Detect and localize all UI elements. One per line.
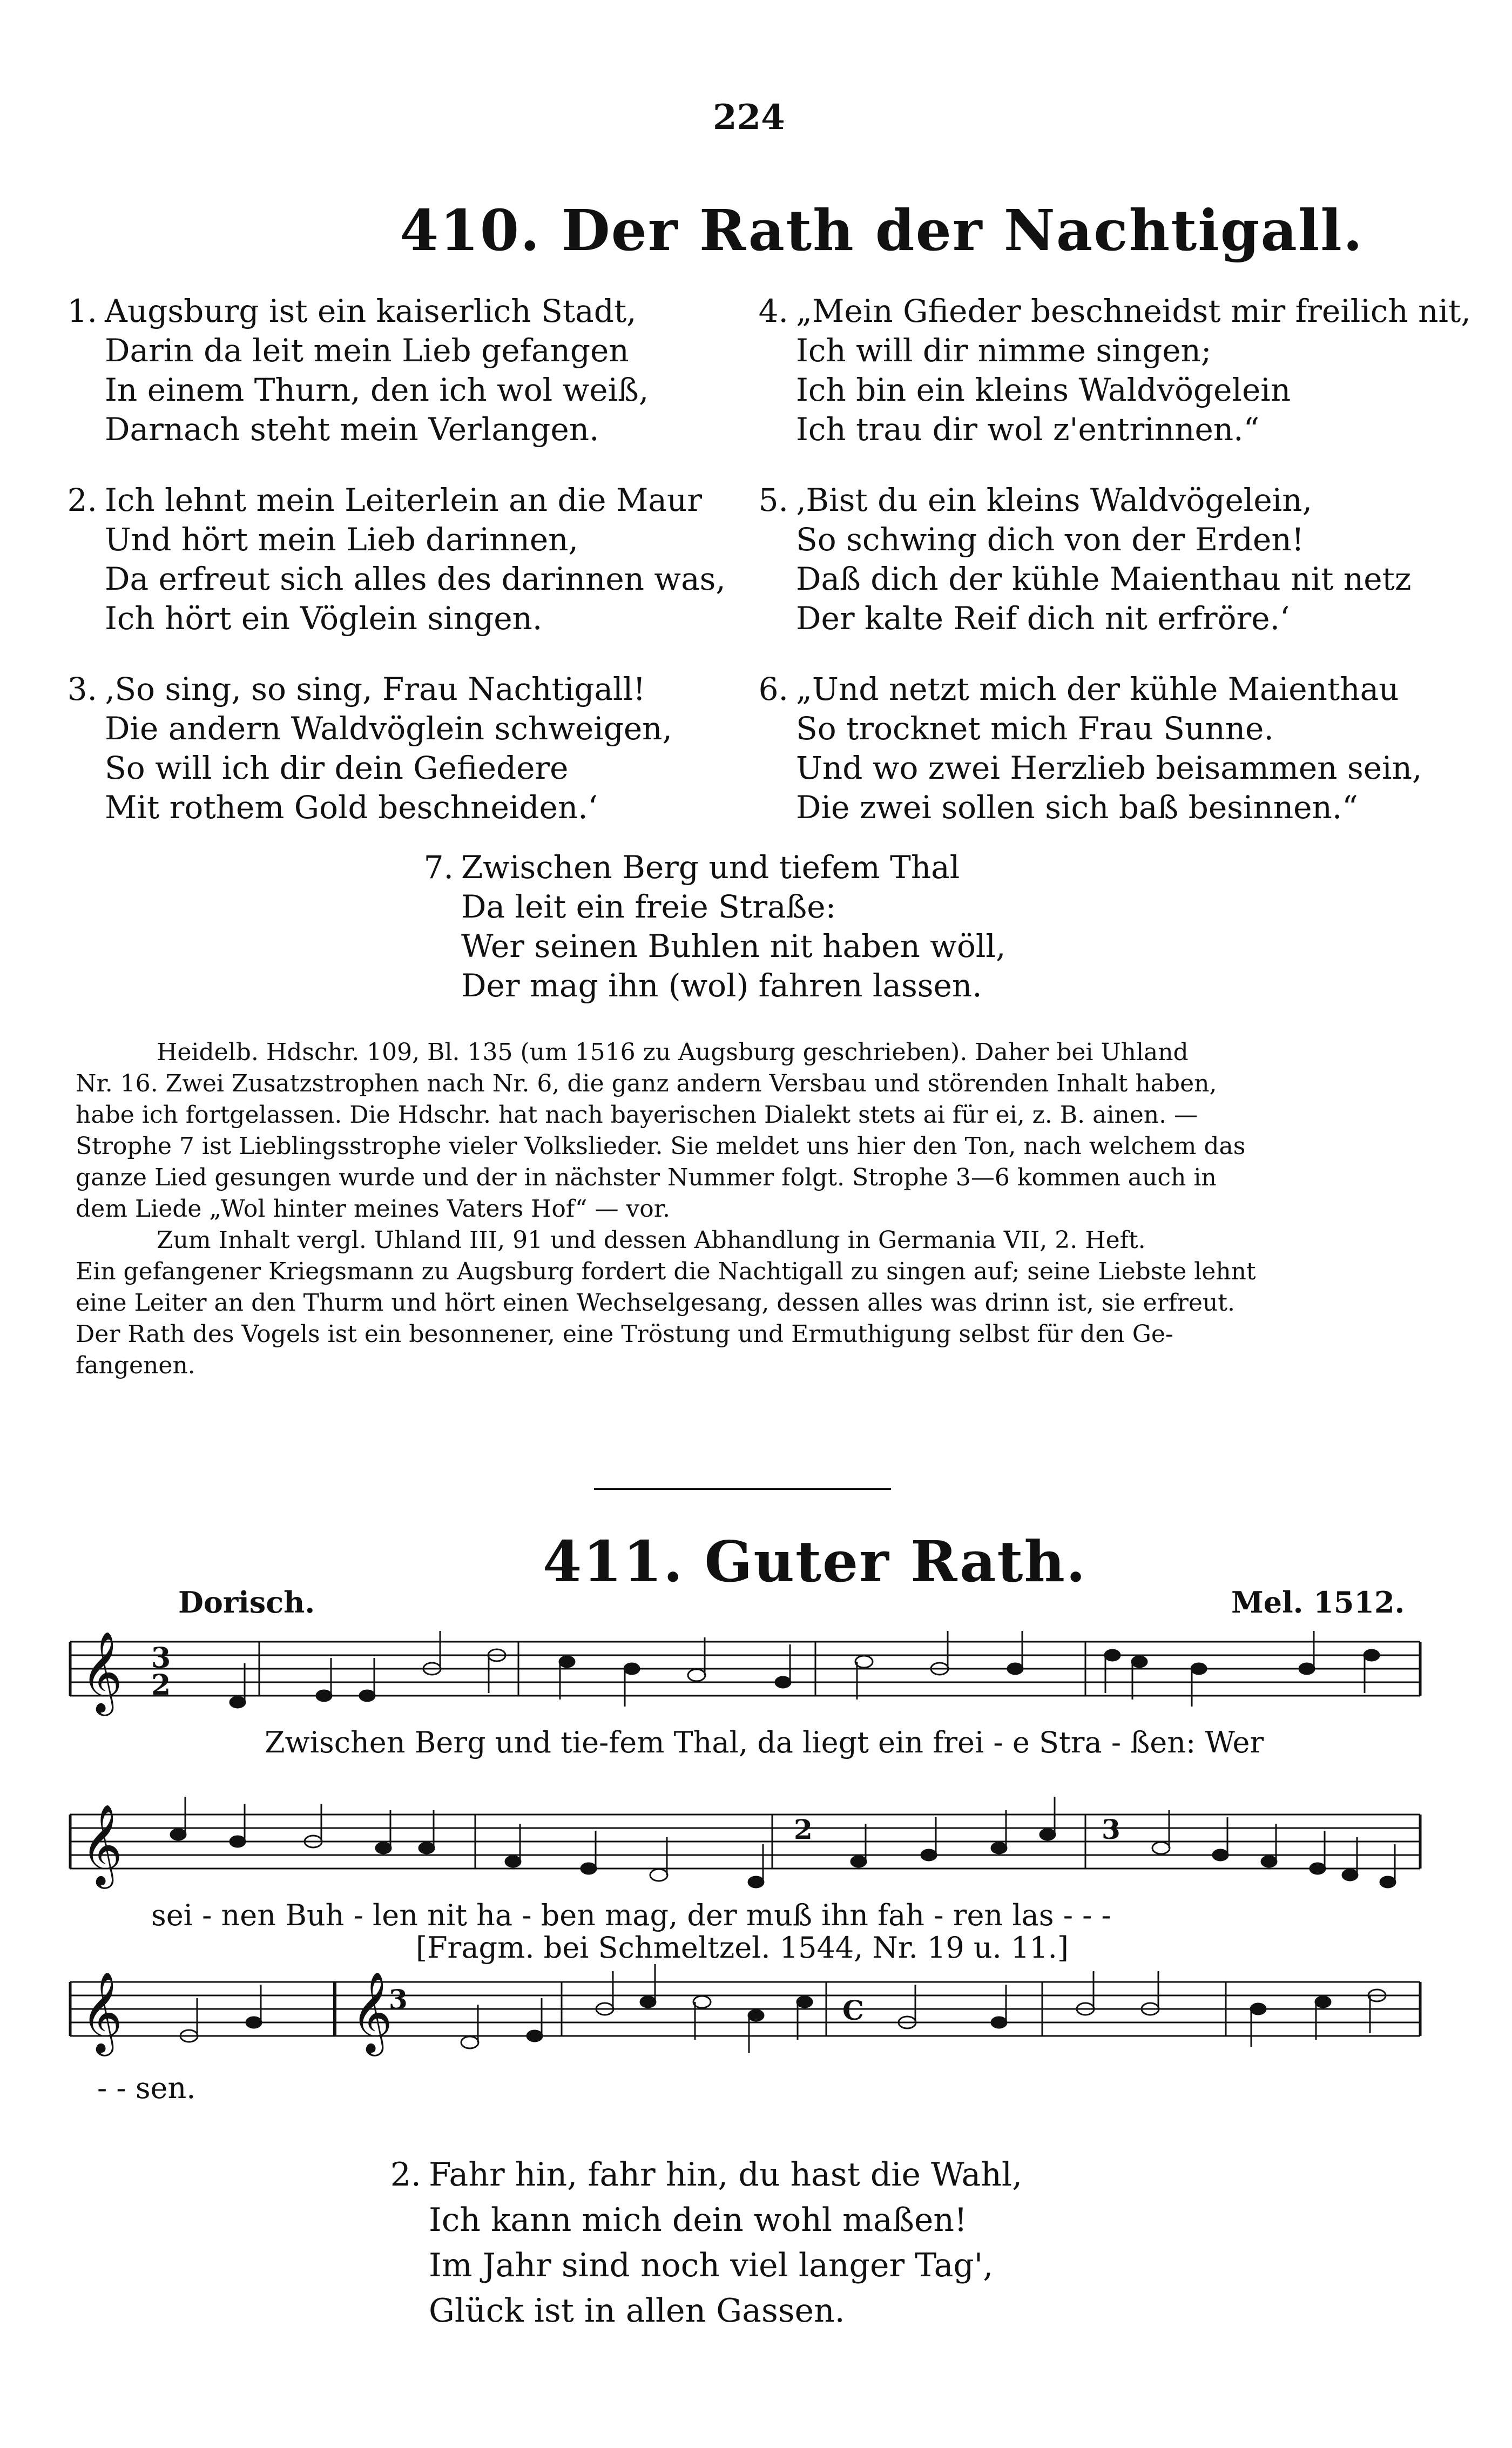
stanza-number: 3. xyxy=(67,671,97,707)
lyrics-line-1: Zwischen Berg und tie-fem Thal, da liegt ein frei - e Stra - ßen: Wer xyxy=(265,1725,1264,1759)
source-note: [Fragm. bei Schmeltzel. 1544, Nr. 19 u. 11.] xyxy=(416,1931,1069,1965)
svg-text:𝄞: 𝄞 xyxy=(81,1630,123,1712)
verse-line: Im Jahr sind noch viel langer Tag', xyxy=(429,2247,994,2284)
stanza-number: 1. xyxy=(67,293,97,329)
lyrics-line-3: - - sen. xyxy=(97,2071,196,2105)
note-line: Ein gefangener Kriegsmann zu Augsburg fordert die Nachtigall zu singen auf; seine Liebste lehnt xyxy=(76,1258,1256,1285)
svg-text:𝄞: 𝄞 xyxy=(81,1971,123,2053)
note-line: dem Liede „Wol hinter meines Vaters Hof“ — vor. xyxy=(76,1195,670,1223)
note-line: habe ich fortgelassen. Die Hdschr. hat nach bayerischen Dialekt stets ai für ei, z. B. ainen. — xyxy=(76,1101,1198,1129)
verse-line: Ich hört ein Vöglein singen. xyxy=(105,600,543,637)
verse-line: ‚Bist du ein kleins Waldvögelein, xyxy=(796,482,1313,518)
svg-text:𝄞: 𝄞 xyxy=(81,1803,123,1885)
verse-line: Zwischen Berg und tiefem Thal xyxy=(461,849,960,886)
stanza-number: 6. xyxy=(758,671,788,707)
verse-line: Da erfreut sich alles des darinnen was, xyxy=(105,561,726,597)
song-411-stanza-2 xyxy=(389,2152,1022,2334)
verse-line: So will ich dir dein Gefiedere xyxy=(105,750,569,786)
verse-line: Augsburg ist ein kaiserlich Stadt, xyxy=(105,293,637,329)
verse-line: So schwing dich von der Erden! xyxy=(796,521,1305,558)
verse-line: Daß dich der kühle Maienthau nit netz xyxy=(796,561,1412,597)
lyrics-line-2: sei - nen Buh - len nit ha - ben mag, der muß ihn fah - ren las - - - xyxy=(151,1898,1111,1932)
mode-label: Dorisch. xyxy=(178,1585,315,1620)
melody-reference: Mel. 1512. xyxy=(1231,1585,1405,1620)
verse-line: Glück ist in allen Gassen. xyxy=(429,2292,845,2330)
note-line: Der Rath des Vogels ist ein besonnener, eine Tröstung und Ermuthigung selbst für den Ge- xyxy=(76,1320,1173,1348)
note-line: Strophe 7 ist Lieblingsstrophe vieler Volkslieder. Sie meldet uns hier den Ton, nach welchem das xyxy=(76,1132,1246,1160)
verse-line: „Und netzt mich der kühle Maienthau xyxy=(796,671,1399,707)
time-signature-bottom: 2 xyxy=(151,1669,171,1702)
stanza-number: 4. xyxy=(758,293,788,329)
note-line: Nr. 16. Zwei Zusatzstrophen nach Nr. 6, die ganz andern Versbau und störenden Inhalt haben, xyxy=(76,1070,1217,1097)
svg-text:3: 3 xyxy=(1102,1813,1120,1845)
note-line: Heidelb. Hdschr. 109, Bl. 135 (um 1516 zu Augsburg geschrieben). Daher bei Uhland xyxy=(157,1038,1189,1066)
verse-line: Die andern Waldvöglein schweigen, xyxy=(105,710,672,747)
verse-line: Und hört mein Lieb darinnen, xyxy=(105,521,578,558)
verse-line: Der mag ihn (wol) fahren lassen. xyxy=(461,967,982,1004)
verse-line: Ich kann mich dein wohl maßen! xyxy=(429,2201,968,2239)
verse-line: In einem Thurn, den ich wol weiß, xyxy=(105,372,649,408)
note-line: eine Leiter an den Thurm und hört einen Wechselgesang, dessen alles was drinn ist, sie erfreut. xyxy=(76,1289,1235,1317)
stanza-number: 2. xyxy=(390,2156,421,2194)
verse-line: Ich trau dir wol z'entrinnen.“ xyxy=(796,411,1260,448)
verse-line: Da leit ein freie Straße: xyxy=(461,888,836,925)
verse-line: Die zwei sollen sich baß besinnen.“ xyxy=(796,789,1358,826)
verse-line: Ich lehnt mein Leiterlein an die Maur xyxy=(105,482,702,518)
verse-line: Der kalte Reif dich nit erfröre.‘ xyxy=(796,600,1290,637)
page-number: 224 xyxy=(713,97,785,138)
verse-line: Wer seinen Buhlen nit haben wöll, xyxy=(461,928,1006,965)
verse-line: Und wo zwei Herzlieb beisammen sein, xyxy=(796,750,1422,786)
verse-line: Mit rothem Gold beschneiden.‘ xyxy=(105,789,598,826)
time-signature xyxy=(151,1642,171,1702)
song-410-title: 410. Der Rath der Nachtigall. xyxy=(400,197,1364,264)
note-line: Zum Inhalt vergl. Uhland III, 91 und dessen Abhandlung in Germania VII, 2. Heft. xyxy=(157,1226,1146,1254)
svg-text:2: 2 xyxy=(794,1813,813,1845)
time-signature-top: 3 xyxy=(151,1642,171,1675)
stanza-number: 7. xyxy=(423,849,454,886)
song-411-title: 411. Guter Rath. xyxy=(543,1528,1087,1595)
note-line: fangenen. xyxy=(76,1352,195,1379)
note-line: ganze Lied gesungen wurde und der in nächster Nummer folgt. Strophe 3—6 kommen auch in xyxy=(76,1164,1217,1191)
verse-line: Fahr hin, fahr hin, du hast die Wahl, xyxy=(429,2156,1023,2194)
verse-line: So trocknet mich Frau Sunne. xyxy=(796,710,1274,747)
verse-line: ‚So sing, so sing, Frau Nachtigall! xyxy=(105,671,646,707)
verse-line: Darin da leit mein Lieb gefangen xyxy=(105,332,629,369)
svg-text:3: 3 xyxy=(389,1984,408,2015)
verse-line: Ich bin ein kleins Waldvögelein xyxy=(796,372,1291,408)
stanza-number: 2. xyxy=(67,482,97,518)
verse-line: Darnach steht mein Verlangen. xyxy=(105,411,599,448)
verse-line: „Mein Gfieder beschneidst mir freilich nit, xyxy=(796,293,1471,329)
stanza-number: 5. xyxy=(758,482,788,518)
verse-line: Ich will dir nimme singen; xyxy=(796,332,1212,369)
svg-text:𝄞: 𝄞 xyxy=(351,1971,393,2053)
staff-3 xyxy=(70,1982,1420,2036)
svg-text:C: C xyxy=(842,1994,864,2026)
staff-1 xyxy=(70,1642,1420,1696)
